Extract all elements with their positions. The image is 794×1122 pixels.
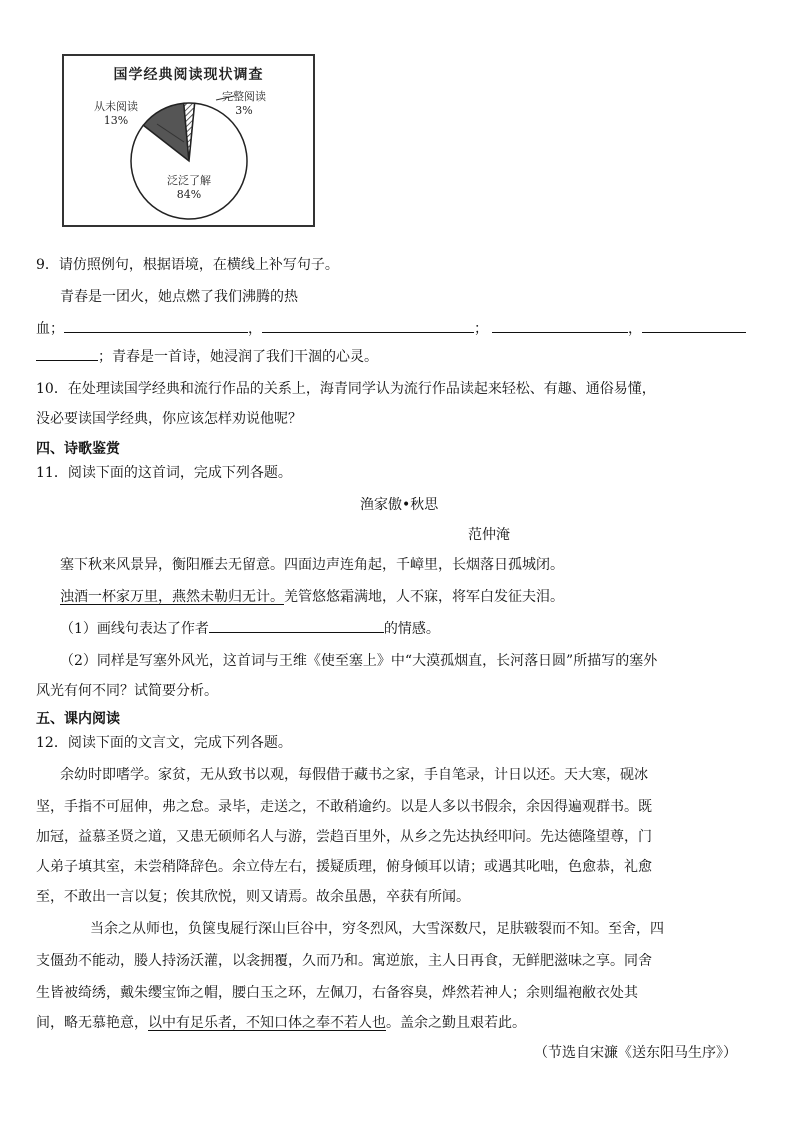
label-never-read	[94, 100, 138, 128]
poem-title: 渔家傲•秋思	[360, 497, 439, 513]
q9-semicolon: ；	[474, 321, 488, 337]
poem-underlined-line: 浊酒一杯家万里，燕然未勒归无计。	[60, 589, 284, 605]
poem-line-1: 塞下秋来风景异，衡阳雁去无留意。四面边声连角起，千嶂里，长烟落日孤城闭。	[60, 557, 564, 573]
label-full-read-name: 完整阅读	[222, 90, 266, 103]
label-never-read-pct: 13%	[103, 114, 129, 127]
passage-p1-line-2: 坚，手指不可屈伸，弗之怠。录毕，走送之，不敢稍逾约。以是人多以书假余，余因得遍观群书。既	[36, 799, 652, 815]
passage-p1-line-5: 至，不敢出一言以复；俟其欣悦，则又请焉。故余虽愚，卒获有所闻。	[36, 889, 470, 905]
q11-sub2-line-2: 风光有何不同？试简要分析。	[36, 683, 218, 699]
passage-p1-line-3: 加冠，益慕圣贤之道，又患无硕师名人与游，尝趋百里外，从乡之先达执经叩问。先达德隆望尊，门	[36, 829, 652, 845]
passage-underlined-sentence: 以中有足乐者，不知口体之奉不若人也	[148, 1015, 386, 1031]
answer-blank-2[interactable]	[262, 318, 474, 333]
passage-p2-line-1: 当余之从师也，负箧曳屣行深山巨谷中，穷冬烈风，大雪深数尺，足肤皲裂而不知。至舍，四	[90, 921, 664, 937]
section5-heading: 五、课内阅读	[36, 711, 120, 727]
q11-sub1-start: （1）画线句表达了作者	[60, 621, 209, 637]
answer-blank-6[interactable]	[209, 618, 384, 633]
q9-line3-end: ；青春是一首诗，她浸润了我们干涸的心灵。	[98, 349, 378, 365]
poem-author: 范仲淹	[468, 527, 510, 543]
q10-line-1: 10．在处理读国学经典和流行作品的关系上，海青同学认为流行作品读起来轻松、有趣、通俗易懂，	[36, 381, 656, 397]
q9-comma-1: ，	[248, 321, 262, 337]
answer-blank-5[interactable]	[36, 346, 98, 361]
q12-stem: 12．阅读下面的文言文，完成下列各题。	[36, 735, 292, 751]
q9-example-line: 青春是一团火，她点燃了我们沸腾的热	[60, 289, 298, 305]
passage-p2-last-end: 。盖余之勤且艰若此。	[386, 1015, 526, 1031]
label-full-read	[222, 90, 266, 118]
q11-sub1-end: 的情感。	[383, 621, 440, 637]
passage-p2-line-3: 生皆被绮绣，戴朱缨宝饰之帽，腰白玉之环，左佩刀，右备容臭，烨然若神人；余则缊袍敝衣处其	[36, 985, 638, 1001]
label-full-read-pct: 3%	[235, 104, 253, 117]
label-general	[167, 174, 211, 202]
label-never-read-name: 从未阅读	[94, 100, 138, 113]
poem-line-2-rest: 羌管悠悠霜满地，人不寐，将军白发征夫泪。	[284, 589, 564, 605]
q9-line2-start: 血；	[36, 321, 64, 337]
passage-p1-line-4: 人弟子填其室，未尝稍降辞色。余立侍左右，援疑质理，俯身倾耳以请；或遇其叱咄，色愈恭，礼愈	[36, 859, 652, 875]
passage-p2-line-4	[36, 1012, 526, 1032]
section4-heading: 四、诗歌鉴赏	[36, 441, 120, 457]
passage-p2-last-start: 间，略无慕艳意，	[36, 1015, 148, 1031]
q11-sub2-line-1: （2）同样是写塞外风光，这首词与王维《使至塞上》中“大漠孤烟直，长河落日圆”所描写的塞外	[60, 653, 658, 669]
q11-sub1	[60, 618, 440, 638]
q9-stem: 9．请仿照例句，根据语境，在横线上补写句子。	[36, 257, 339, 273]
q10-line-2: 没必要读国学经典，你应该怎样劝说他呢？	[36, 411, 302, 427]
label-general-name: 泛泛了解	[167, 174, 211, 187]
label-general-pct: 84%	[176, 188, 202, 201]
answer-blank-3[interactable]	[492, 318, 628, 333]
passage-source: （节选自宋濂《送东阳马生序》）	[534, 1045, 737, 1061]
answer-blank-1[interactable]	[64, 318, 248, 333]
poem-line-2	[60, 586, 564, 606]
passage-p1-line-1: 余幼时即嗜学。家贫，无从致书以观，每假借于藏书之家，手自笔录，计日以还。天大寒，砚冰	[60, 767, 648, 783]
q11-stem: 11．阅读下面的这首词，完成下列各题。	[36, 465, 292, 481]
passage-p2-line-2: 支僵劲不能动，媵人持汤沃灌，以衾拥覆，久而乃和。寓逆旅，主人日再食，无鲜肥滋味之享。同舍	[36, 953, 652, 969]
chart-title: 国学经典阅读现状调查	[113, 67, 264, 83]
q9-continue-line	[36, 346, 378, 366]
q9-fill-line	[36, 318, 746, 338]
q9-comma-2: ，	[628, 321, 642, 337]
survey-chart	[62, 54, 315, 227]
answer-blank-4[interactable]	[642, 318, 746, 333]
